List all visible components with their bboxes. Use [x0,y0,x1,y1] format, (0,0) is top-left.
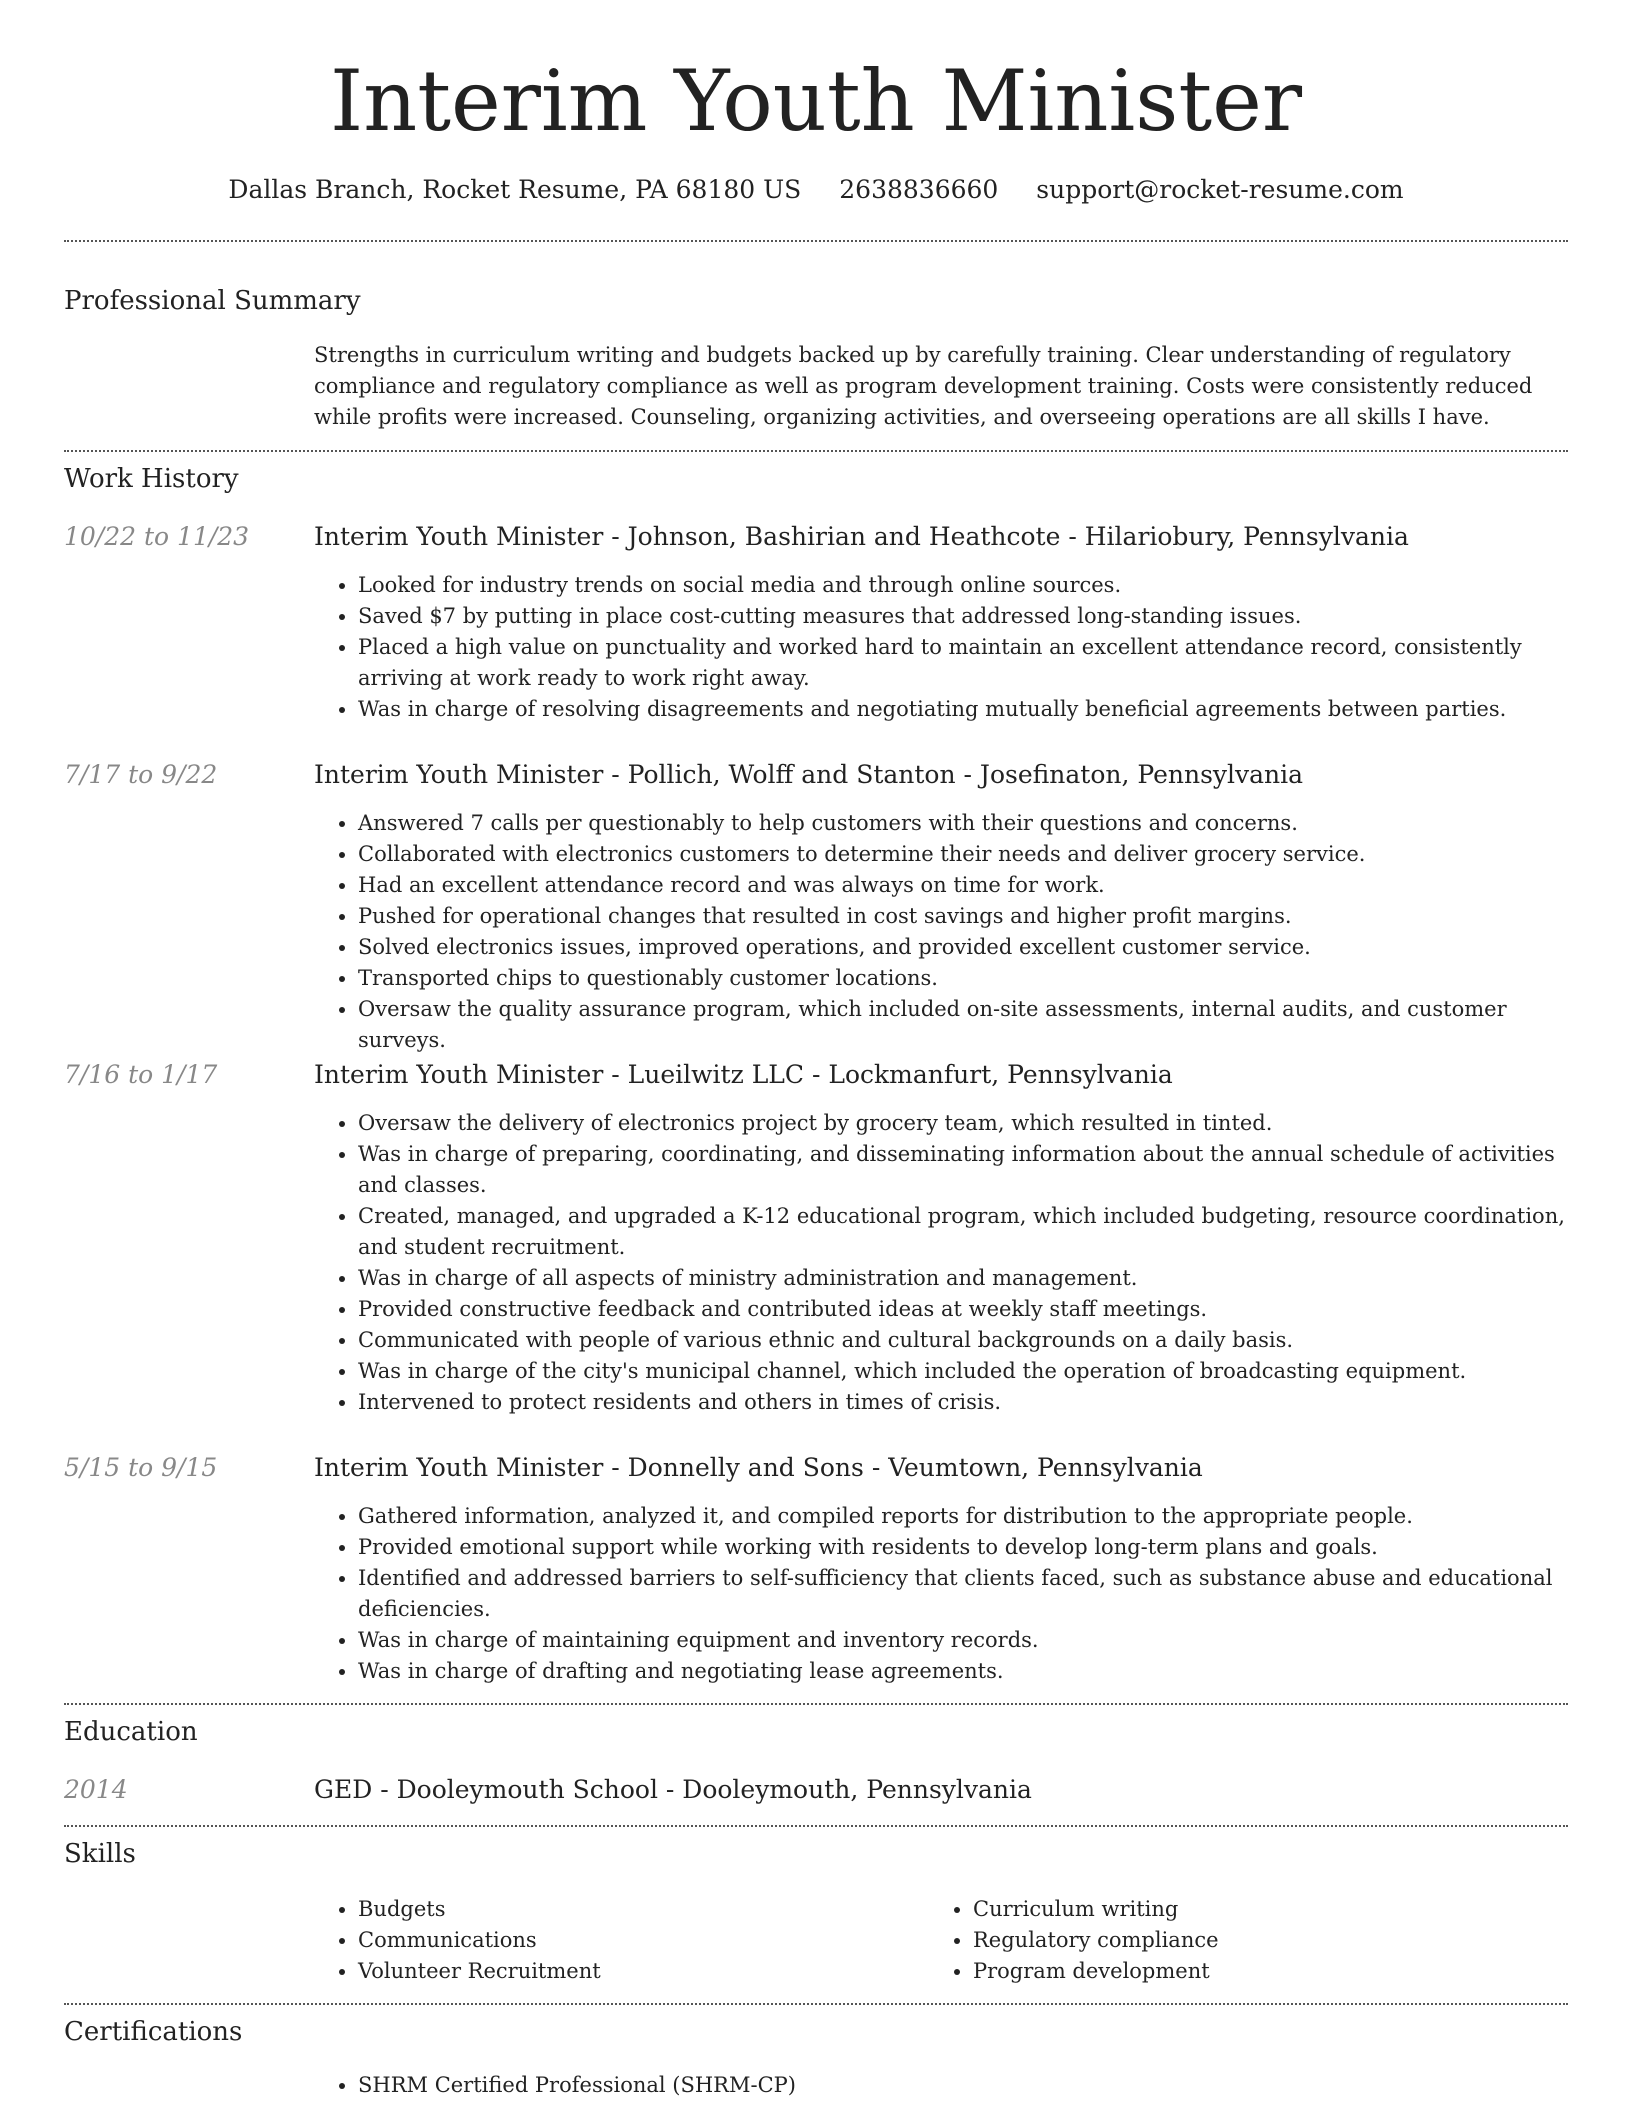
divider [64,1825,1568,1827]
list-item: • Placed a high value on punctuality and worked hard to maintain an excellent attendance record, consistently arriving at work ready to work right away. [358,632,1598,694]
list-item: • Provided constructive feedback and contributed ideas at weekly staff meetings. [358,1294,1598,1325]
contact-line [0,170,1632,210]
list-item: • Answered 7 calls per questionably to help customers with their questions and concerns. [358,808,1598,839]
section-title-summary: Professional Summary [64,286,361,316]
job-dates: 5/15 to 9/15 [64,1453,218,1482]
skill-item: • Program development [973,1956,1533,1987]
list-item: • Provided emotional support while working with residents to develop long-term plans and goals. [358,1532,1598,1563]
skill-item: • Volunteer Recruitment [358,1956,918,1987]
education-year: 2014 [64,1775,128,1804]
list-item: • Was in charge of drafting and negotiating lease agreements. [358,1656,1598,1687]
list-item: • Oversaw the delivery of electronics project by grocery team, which resulted in tinted. [358,1108,1598,1139]
list-item: • Transported chips to questionably customer locations. [358,963,1598,994]
skills-list-right [929,1894,1533,1987]
resume-name-title: Interim Youth Minister [329,52,1303,150]
certification-item: • SHRM Certified Professional (SHRM-CP) [358,2070,1598,2101]
list-item: • Saved $7 by putting in place cost-cutting measures that addressed long-standing issues. [358,601,1598,632]
job-dates: 7/16 to 1/17 [64,1060,218,1089]
job-heading: Interim Youth Minister - Johnson, Bashirian and Heathcote - Hilariobury, Pennsylvania [314,522,1409,551]
certifications-list [314,2070,1598,2101]
list-item: • Was in charge of the city's municipal channel, which included the operation of broadcasting equipment. [358,1356,1598,1387]
job-dates: 7/17 to 9/22 [64,760,218,789]
list-item: • Solved electronics issues, improved operations, and provided excellent customer service. [358,932,1598,963]
list-item: • Looked for industry trends on social media and through online sources. [358,570,1598,601]
list-item: • Was in charge of maintaining equipment and inventory records. [358,1625,1598,1656]
section-title-work-history: Work History [64,464,239,494]
list-item: • Collaborated with electronics customers to determine their needs and deliver grocery service. [358,839,1598,870]
job-bullets [314,808,1598,1056]
job-bullets [314,1108,1598,1418]
list-item: • Was in charge of all aspects of ministry administration and management. [358,1263,1598,1294]
list-item: • Identified and addressed barriers to self-sufficiency that clients faced, such as substance abuse and educational deficiencies. [358,1563,1598,1625]
skill-item: • Communications [358,1925,918,1956]
list-item: • Gathered information, analyzed it, and compiled reports for distribution to the appropriate people. [358,1501,1598,1532]
list-item: • Pushed for operational changes that resulted in cost savings and higher profit margins. [358,901,1598,932]
section-title-certifications: Certifications [64,2017,243,2047]
job-bullets [314,1501,1598,1687]
list-item: • Was in charge of resolving disagreements and negotiating mutually beneficial agreements between parties. [358,694,1598,725]
contact-email[interactable]: support@rocket-resume.com [1036,175,1404,204]
skill-item: • Regulatory compliance [973,1925,1533,1956]
job-bullets [314,570,1598,725]
list-item: • Created, managed, and upgraded a K-12 educational program, which included budgeting, resource coordination, and student recruitment. [358,1201,1598,1263]
section-title-education: Education [64,1717,198,1747]
job-heading: Interim Youth Minister - Lueilwitz LLC - Lockmanfurt, Pennsylvania [314,1060,1173,1089]
list-item: • Had an excellent attendance record and was always on time for work. [358,870,1598,901]
job-heading: Interim Youth Minister - Pollich, Wolff and Stanton - Josefinaton, Pennsylvania [314,760,1304,789]
list-item: • Was in charge of preparing, coordinating, and disseminating information about the annual schedule of activities and classes. [358,1139,1598,1201]
job-dates: 10/22 to 11/23 [64,522,250,551]
contact-phone: 2638836660 [839,175,999,204]
job-heading: Interim Youth Minister - Donnelly and Sons - Veumtown, Pennsylvania [314,1453,1203,1482]
skill-item: • Curriculum writing [973,1894,1533,1925]
education-heading: GED - Dooleymouth School - Dooleymouth, Pennsylvania [314,1775,1032,1804]
contact-address: Dallas Branch, Rocket Resume, PA 68180 US [228,175,802,204]
section-title-skills: Skills [64,1839,136,1869]
divider [64,2003,1568,2005]
list-item: • Communicated with people of various ethnic and cultural backgrounds on a daily basis. [358,1325,1598,1356]
skills-list-left [314,1894,918,1987]
list-item: • Intervened to protect residents and others in times of crisis. [358,1387,1598,1418]
summary-text: Strengths in curriculum writing and budgets backed up by carefully training. Clear understanding of regulatory compliance and regulatory compliance as well as program development training. Costs were consistently reduced while profits were increased. Counseling, organizing activities, and overseeing operations are all skills I have. [314,343,1533,429]
divider [64,240,1568,242]
list-item: • Oversaw the quality assurance program, which included on-site assessments, internal audits, and customer surveys. [358,994,1598,1056]
divider [64,1703,1568,1705]
divider [64,450,1568,452]
skill-item: • Budgets [358,1894,918,1925]
